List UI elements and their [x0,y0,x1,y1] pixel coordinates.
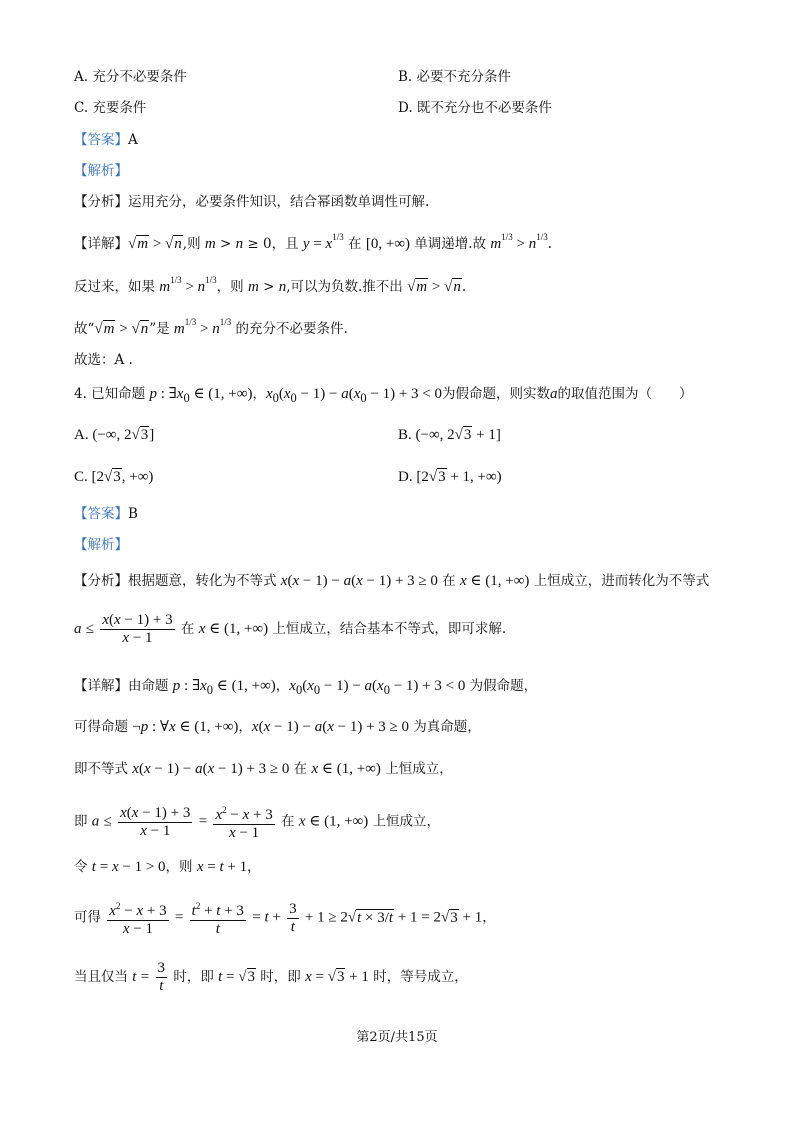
q4-xiangjie-5: 令 t = x − 1 > 0，则 x = t + 1， [74,859,261,875]
option-d: D. 既不充分也不必要条件 [398,100,552,116]
xiangjie-line-2: 反过来，如果 $m^{1/3} > n^{1/3}$，则 m > n,可以为负数.推不出 √m > √n. [74,275,467,295]
q4-xiangjie-2: 可得命题 ¬p : ∀x ∈ (1, +∞)，x(x − 1) − a(x − 1) + 3 ≥ 0 为真命题， [74,719,481,735]
q4-xiangjie-6: 可得 $\frac{x^2 - x + 3}{x - 1}$ = $\frac{t^2 + t + 3}{t}$ = t + $\frac{3}{t}$ + 1 ≥ 2√t × 3/t + 1 = 2√3 + 1， [74,898,496,938]
q4-xiangjie-3: 即不等式 x(x − 1) − a(x − 1) + 3 ≥ 0 在 x ∈ (1, +∞) 上恒成立， [74,761,453,777]
xiangjie-line-1: 【详解】√m > √n,则 m > n ≥ 0，且 $y = x^{1/3}$ 在 [0, +∞) 单调递增.故 $m^{1/3} > n^{1/3}$. [74,232,552,252]
q4-answer-line: 【答案】B [74,506,138,522]
option-c: C. 充要条件 [74,100,147,116]
analysis-header: 【解析】 [74,163,128,179]
q4-xiangjie-7: 当且仅当 t = $\frac{3}{t}$ 时，即 t = √3 时，即 x = √3 + 1 时，等号成立， [74,960,468,994]
answer-line: 【答案】A [74,132,138,148]
q4-xiangjie-4: 即 a ≤ $\frac{x(x - 1) + 3}{x - 1}$ = $\frac{x^2 - x + 3}{x - 1}$ 在 x ∈ (1, +∞) 上恒成立， [74,802,440,842]
q4-option-d: D. [2√3 + 1, +∞) [398,469,502,485]
fenxi-line: 【分析】运用充分，必要条件知识，结合幂函数单调性可解. [74,194,430,210]
q4-fenxi-1: 【分析】根据题意，转化为不等式 x(x − 1) − a(x − 1) + 3 ≥ 0 在 x ∈ (1, +∞) 上恒成立，进而转化为不等式 [74,573,710,589]
q4-stem: 4. 已知命题 p : $\exists x_0$ ∈ (1, +∞)，$x_0(x_0 - 1) - a(x_0 - 1) + 3 < 0$为假命题，则实数a的取值范围为（ ） [74,386,693,405]
page-footer: 第2页/共15页 [356,1030,438,1045]
q4-xiangjie-1: 【详解】由命题 p : $\exists x_0$ ∈ (1, +∞)，$x_0(x_0 - 1) - a(x_0 - 1) + 3 < 0$ 为假命题， [74,678,538,697]
q4-option-a: A. (−∞, 2√3] [74,427,155,443]
q3-conclusion: 故选：A . [74,352,133,368]
q4-analysis-header: 【解析】 [74,537,128,553]
option-b: B. 必要不充分条件 [398,69,512,85]
q4-option-b: B. (−∞, 2√3 + 1] [398,427,501,443]
option-a: A. 充分不必要条件 [74,69,187,85]
q4-option-c: C. [2√3, +∞) [74,469,154,485]
xiangjie-line-3: 故“√m > √n”是 $m^{1/3} > n^{1/3}$ 的充分不必要条件. [74,317,348,337]
q4-fenxi-2: a ≤ $\frac{x(x - 1) + 3}{x - 1}$ 在 x ∈ (1, +∞) 上恒成立，结合基本不等式，即可求解. [74,612,507,646]
